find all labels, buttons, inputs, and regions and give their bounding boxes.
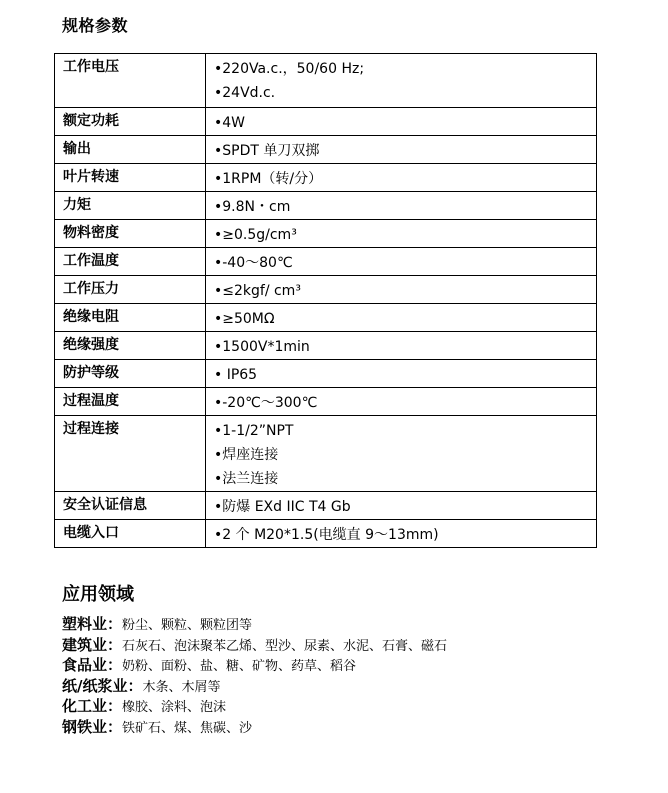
application-materials: 奶粉、面粉、盐、糖、矿物、药草、稻谷 xyxy=(122,659,357,674)
application-materials: 木条、木屑等 xyxy=(142,679,221,695)
spec-table xyxy=(54,53,597,548)
application-materials: 铁矿石、煤、焦碳、沙 xyxy=(122,720,253,736)
spec-label: 叶片转速 xyxy=(55,164,206,192)
spec-value xyxy=(206,332,597,360)
application-row xyxy=(62,696,622,717)
spec-label: 过程连接 xyxy=(55,416,206,492)
applications-section-title: 应用领域 xyxy=(62,584,134,605)
spec-label: 力矩 xyxy=(55,192,206,220)
spec-value xyxy=(206,520,597,548)
spec-row xyxy=(55,360,597,388)
application-materials: 石灰石、泡沫聚苯乙烯、型沙、尿素、水泥、石膏、磁石 xyxy=(122,638,448,654)
spec-value xyxy=(206,416,597,492)
applications-list xyxy=(62,614,622,737)
spec-label: 工作电压 xyxy=(55,54,206,108)
spec-label: 工作温度 xyxy=(55,248,206,276)
application-row xyxy=(62,676,622,697)
spec-row xyxy=(55,492,597,520)
spec-value-line: •法兰连接 xyxy=(214,471,279,487)
spec-row xyxy=(55,192,597,220)
spec-row xyxy=(55,304,597,332)
spec-value xyxy=(206,220,597,248)
spec-value xyxy=(206,192,597,220)
spec-row xyxy=(55,108,597,136)
spec-value-line: •9.8N・cm xyxy=(214,199,291,215)
application-row xyxy=(62,635,622,656)
spec-label: 过程温度 xyxy=(55,388,206,416)
spec-value-line: •-20℃～300℃ xyxy=(214,395,318,411)
spec-row xyxy=(55,220,597,248)
spec-label: 工作压力 xyxy=(55,276,206,304)
spec-row xyxy=(55,136,597,164)
spec-value xyxy=(206,54,597,108)
spec-value xyxy=(206,164,597,192)
spec-value-line: •防爆 EXd IIC T4 Gb xyxy=(214,499,351,515)
spec-row xyxy=(55,248,597,276)
spec-row xyxy=(55,332,597,360)
application-industry: 建筑业： xyxy=(62,635,123,654)
spec-row xyxy=(55,416,597,492)
application-row xyxy=(62,717,622,738)
application-industry: 化工业： xyxy=(62,697,123,715)
spec-value xyxy=(206,492,597,520)
spec-value xyxy=(206,248,597,276)
spec-value-line: •≥0.5g/cm³ xyxy=(214,227,297,243)
spec-value-line: •2 个 M20*1.5(电缆直 9～13mm) xyxy=(214,527,439,543)
application-industry: 塑料业： xyxy=(62,615,123,633)
spec-label: 绝缘强度 xyxy=(55,332,206,360)
application-materials: 橡胶、涂料、泡沫 xyxy=(122,700,227,715)
spec-row xyxy=(55,520,597,548)
spec-label: 输出 xyxy=(55,136,206,164)
spec-label: 电缆入口 xyxy=(55,520,206,548)
spec-value-line: •≥50MΩ xyxy=(214,311,275,327)
application-row xyxy=(62,655,622,676)
application-row xyxy=(62,614,622,635)
application-industry: 食品业： xyxy=(62,656,123,674)
spec-row xyxy=(55,276,597,304)
spec-label: 安全认证信息 xyxy=(55,492,206,520)
spec-value xyxy=(206,108,597,136)
application-materials: 粉尘、颗粒、颗粒团等 xyxy=(122,618,253,633)
spec-value-line: •≤2kgf/ cm³ xyxy=(214,283,301,299)
spec-label: 防护等级 xyxy=(55,360,206,388)
spec-value-line: •焊座连接 xyxy=(214,447,279,463)
application-industry: 纸/纸浆业： xyxy=(62,676,143,695)
spec-value-line: •SPDT 单刀双掷 xyxy=(214,143,320,159)
spec-value xyxy=(206,136,597,164)
spec-value xyxy=(206,388,597,416)
spec-value-line: •1-1/2”NPT xyxy=(214,423,294,439)
spec-value xyxy=(206,276,597,304)
spec-value-line: •1RPM（转/分） xyxy=(214,171,323,187)
spec-row xyxy=(55,164,597,192)
spec-value-line: •-40～80℃ xyxy=(214,255,293,271)
spec-value-line: •4W xyxy=(214,115,246,131)
spec-value xyxy=(206,360,597,388)
spec-value-line: • IP65 xyxy=(214,367,258,383)
application-industry: 钢铁业： xyxy=(62,717,123,736)
spec-value-line: •1500V*1min xyxy=(214,339,310,355)
spec-label: 物料密度 xyxy=(55,220,206,248)
spec-value-line: •220Va.c.，50/60 Hz; xyxy=(214,61,365,77)
spec-label: 绝缘电阻 xyxy=(55,304,206,332)
spec-section-title: 规格参数 xyxy=(62,16,129,35)
spec-row xyxy=(55,54,597,108)
spec-value-line: •24Vd.c. xyxy=(214,85,276,101)
spec-value xyxy=(206,304,597,332)
spec-row xyxy=(55,388,597,416)
spec-label: 额定功耗 xyxy=(55,108,206,136)
